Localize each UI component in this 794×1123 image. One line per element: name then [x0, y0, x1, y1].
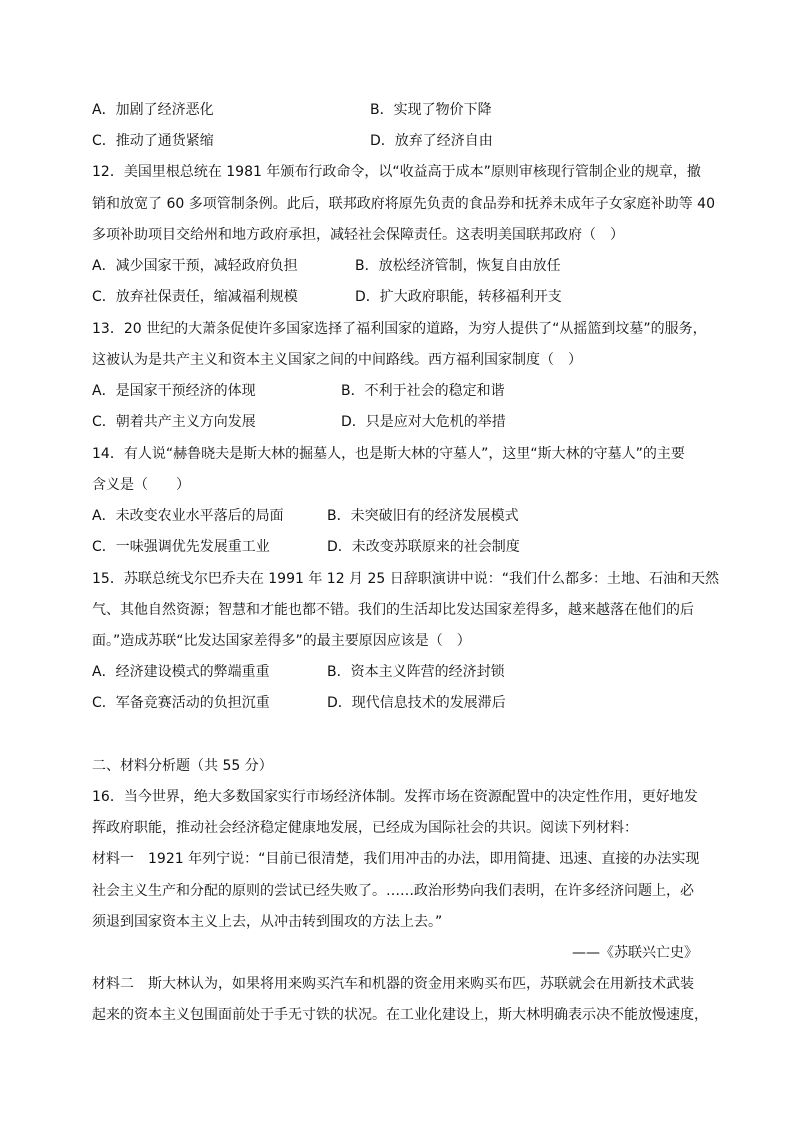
q12-stem-line-1: 12．美国里根总统在 1981 年颁布行政命令，以“收益高于成本”原则审核现行管制企业的规章，撤	[92, 164, 701, 180]
q14-option-d: D．未改变苏联原来的社会制度	[327, 539, 520, 555]
q12-stem-line-3: 多项补助项目交给州和地方政府承担，减轻社会保障责任。这表明美国联邦政府（ ）	[92, 227, 624, 243]
material1-line-2: 社会主义生产和分配的原则的尝试已经失败了。……政治形势向我们表明，在许多经济问题上，必	[92, 883, 694, 899]
q13-option-a: A．是国家干预经济的体现	[92, 383, 256, 399]
q11-option-c: C．推动了通货紧缩	[92, 133, 214, 149]
q14-option-b: B．未突破旧有的经济发展模式	[327, 508, 519, 524]
q15-option-d: D．现代信息技术的发展滞后	[327, 695, 506, 711]
q12-option-b: B．放松经济管制，恢复自由放任	[355, 258, 561, 274]
q14-stem-line-1: 14．有人说“赫鲁晓夫是斯大林的掘墓人，也是斯大林的守墓人”，这里“斯大林的守墓人”的主要	[92, 446, 685, 462]
q12-option-c: C．放弃社保责任，缩减福利规模	[92, 289, 298, 305]
q12-stem-line-2: 销和放宽了 60 多项管制条例。此后，联邦政府将原先负责的食品券和抚养未成年子女家庭补助等 40	[92, 196, 715, 212]
q15-stem-line-2: 气、其他自然资源；智慧和才能也都不错。我们的生活却比发达国家差得多，越来越落在他们的后	[92, 602, 694, 618]
q16-stem-line-2: 挥政府职能，推动社会经济稳定健康地发展，已经成为国际社会的共识。阅读下列材料：	[92, 820, 638, 836]
q13-stem-line-1: 13．20 世纪的大萧条促使许多国家选择了福利国家的道路，为穷人提供了“从摇篮到坟墓”的服务，	[92, 321, 707, 337]
q13-option-b: B．不利于社会的稳定和谐	[341, 383, 505, 399]
q15-stem-line-1: 15．苏联总统戈尔巴乔夫在 1991 年 12 月 25 日辞职演讲中说：“我们什么都多：土地、石油和天然	[92, 571, 720, 587]
q13-option-c: C．朝着共产主义方向发展	[92, 414, 256, 430]
q15-option-c: C．军备竞赛活动的负担沉重	[92, 695, 270, 711]
q14-option-a: A．未改变农业水平落后的局面	[92, 508, 284, 524]
q14-stem-line-2: 含义是（ ）	[92, 477, 190, 493]
material2-line-2: 起来的资本主义包围面前处于手无寸铁的状况。在工业化建设上，斯大林明确表示决不能放慢速度，	[92, 1007, 708, 1023]
material1-source: ——《苏联兴亡史》	[572, 945, 698, 961]
q11-option-a: A．加剧了经济恶化	[92, 102, 214, 118]
material2-line-1: 材料二 斯大林认为，如果将用来购买汽车和机器的资金用来购买布匹，苏联就会在用新技术武装	[92, 976, 694, 992]
q15-option-a: A．经济建设模式的弊端重重	[92, 664, 270, 680]
q12-option-d: D．扩大政府职能，转移福利开支	[355, 289, 562, 305]
q12-option-a: A．减少国家干预，减轻政府负担	[92, 258, 298, 274]
q13-stem-line-2: 这被认为是共产主义和资本主义国家之间的中间路线。西方福利国家制度（ ）	[92, 352, 582, 368]
material1-line-1: 材料一 1921 年列宁说：“目前已很清楚，我们用冲击的办法，即用简捷、迅速、直接的办法实现	[92, 851, 700, 867]
section-heading: 二、材料分析题（共 55 分）	[92, 758, 273, 774]
q11-option-d: D．放弃了经济自由	[370, 133, 493, 149]
q11-option-b: B．实现了物价下降	[370, 102, 492, 118]
q14-option-c: C．一味强调优先发展重工业	[92, 539, 270, 555]
q15-stem-line-3: 面。”造成苏联“比发达国家差得多”的最主要原因应该是（ ）	[92, 633, 471, 649]
q16-stem-line-1: 16．当今世界，绝大多数国家实行市场经济体制。发挥市场在资源配置中的决定性作用，更好地发	[92, 789, 698, 805]
q13-option-d: D．只是应对大危机的举措	[341, 414, 506, 430]
q15-option-b: B．资本主义阵营的经济封锁	[327, 664, 505, 680]
material1-line-3: 须退到国家资本主义上去，从冲击转到围攻的方法上去。”	[92, 914, 443, 930]
